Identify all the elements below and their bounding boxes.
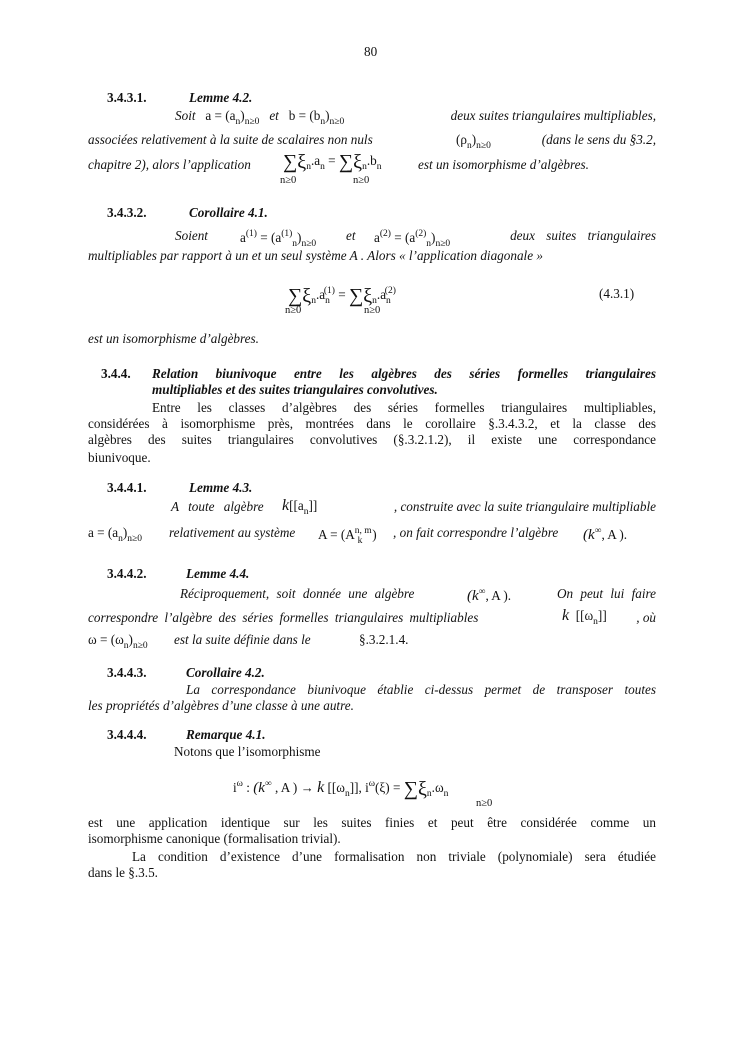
lemma-4-4-line3: est la suite définie dans le (174, 632, 311, 647)
lemma-4-4-k-infinity: (k∞, A ). (467, 587, 512, 604)
corollary-4-2-line2: les propriétés d’algèbres d’une classe à une autre. (88, 698, 354, 713)
corollary-4-1-line2: multipliables par rapport à un et un seul système A . Alors « l’application diagonale » (88, 248, 543, 263)
corollary-4-1-conclusion: est un isomorphisme d’algèbres. (88, 331, 259, 346)
remark-4-1-para-line3: La condition d’existence d’une formalisation non triviale (polynomiale) sera étudiée (132, 849, 656, 864)
sum-index-2: n≥0 (353, 175, 370, 186)
lemma-4-4-line2: correspondre l’algèbre des séries formelles triangulaires multipliables (88, 610, 479, 625)
lemma-4-4-line2-end: , où (636, 610, 656, 625)
isomorphism-sum-index: n≥0 (476, 798, 493, 809)
lemma-4-3-line2-relatively: relativement au système (169, 525, 296, 540)
section-344-para-line4: biunivoque. (88, 450, 151, 465)
corollary-4-1-soient: Soient (175, 228, 208, 243)
lemma-4-2-line1-end: deux suites triangulaires multipliables, (450, 108, 656, 123)
corollary-4-1-line1-end: deux suites triangulaires (510, 228, 656, 243)
page-number: 80 (364, 44, 378, 59)
isomorphism-equation: $i^\omega$ : (k∞ , A ) → k $[[\omega_n]]$, $i^\omega(\xi) = \sum\xi_n.\omega_n$ (233, 778, 449, 800)
lemma-4-3-sequence: $a = (a_n)_{n\ge 0}$ (88, 525, 143, 544)
section-number-3442: 3.4.4.2. (107, 566, 147, 581)
corollary-4-1-et: et (346, 228, 356, 243)
omega-sequence: $\omega = (\omega_n)_{n\ge 0}$ (88, 632, 148, 651)
diagonal-map-equation: $\sum\xi_n.a_n^{(1)} = \sum\xi_n.a_n^{(2)}$ (288, 285, 396, 307)
remark-4-1-para-line2: isomorphisme canonique (formalisation trivial). (88, 831, 341, 846)
lemma-4-3-algebra: $k[[a_n]]$ (282, 497, 318, 517)
lemma-4-4-line1-start: Réciproquement, soit donnée une algèbre (180, 586, 415, 601)
lemma-4-2-line2-end: (dans le sens du §3.2, (541, 132, 656, 147)
lemma-4-4-series-algebra: k $[[\omega_n]]$ (562, 607, 607, 627)
lemma-4-4-title: Lemme 4.4. (186, 566, 250, 581)
section-344-title-line2: multipliables et des suites triangulaires convolutives. (152, 382, 438, 397)
lemma-4-4-ref: §.3.2.1.4. (359, 632, 409, 647)
lemma-4-2-line3: chapitre 2), alors l’application (88, 157, 251, 172)
lemma-4-3-title: Lemme 4.3. (189, 480, 253, 495)
corollary-4-1-a1: $a^{(1)} = (a^{(1)}_n)_{n\ge 0}$ (240, 229, 317, 249)
lemma-4-3-line1-start: A toute algèbre (171, 499, 264, 514)
section-344-para-line2: considérées à isomorphisme près, montrées dans le corollaire §.3.4.3.2, et la classe des (88, 416, 656, 431)
lemma-4-3-system: $A = (A^{n, m}_k$ ) (318, 526, 377, 546)
section-number-3443: 3.4.4.3. (107, 665, 147, 680)
lemma-4-2-line3-end: est un isomorphisme d’algèbres. (418, 157, 589, 172)
section-344-para-line3: algèbres des suites triangulaires convolutives (§.3.2.1.2), il existe une correspondance (88, 432, 656, 447)
lemma-4-2-title: Lemme 4.2. (189, 90, 253, 105)
remark-4-1-line1: Notons que l’isomorphisme (174, 744, 321, 759)
section-344-title-line1: Relation biunivoque entre les algèbres des séries formelles triangulaires (152, 366, 656, 381)
section-number-3432: 3.4.3.2. (107, 205, 147, 220)
section-344-para-line1: Entre les classes d’algèbres des séries formelles triangulaires multipliables, (152, 400, 656, 415)
lemma-4-3-line1-end: , construite avec la suite triangulaire multipliable (393, 499, 656, 514)
remark-4-1-title: Remarque 4.1. (186, 727, 266, 742)
corollary-4-2-title: Corollaire 4.2. (186, 665, 265, 680)
remark-4-1-para-line4: dans le §.3.5. (88, 865, 158, 880)
rho-sequence: $(\rho_n)_{n\ge 0}$ (456, 132, 491, 151)
sum-index-1: n≥0 (280, 175, 297, 186)
eq-sum-index-1: n≥0 (285, 305, 302, 316)
section-number-3431: 3.4.3.1. (107, 90, 147, 105)
remark-4-1-para-line1: est une application identique sur les suites finies et peut être considérée comme un (88, 815, 656, 830)
lemma-4-4-line1-end: On peut lui faire (556, 586, 656, 601)
equation-label-4-3-1: (4.3.1) (599, 286, 635, 301)
lemma-4-2-formula: $\sum\xi_n.a_n = \sum\xi_n.b_n$ (283, 151, 382, 173)
lemma-4-2-line1: Soit $a = (a_n)_{n\ge 0}$ et $b = (b_n)_{n\ge 0}$ (175, 108, 345, 127)
section-number-3444: 3.4.4.4. (107, 727, 147, 742)
lemma-4-3-line2-correspond: , on fait correspondre l’algèbre (393, 525, 559, 540)
section-number-3441: 3.4.4.1. (107, 480, 147, 495)
corollary-4-1-a2: $a^{(2)} = (a^{(2)}_n)_{n\ge 0}$ (374, 229, 451, 249)
corollary-4-1-title: Corollaire 4.1. (189, 205, 268, 220)
eq-sum-index-2: n≥0 (364, 305, 381, 316)
section-number-344: 3.4.4. (101, 366, 131, 381)
corollary-4-2-line1: La correspondance biunivoque établie ci-dessus permet de transposer toutes (186, 682, 656, 697)
lemma-4-2-line2: associées relativement à la suite de scalaires non nuls (88, 132, 373, 147)
lemma-4-3-k-infinity: (k∞, A ). (583, 526, 628, 543)
